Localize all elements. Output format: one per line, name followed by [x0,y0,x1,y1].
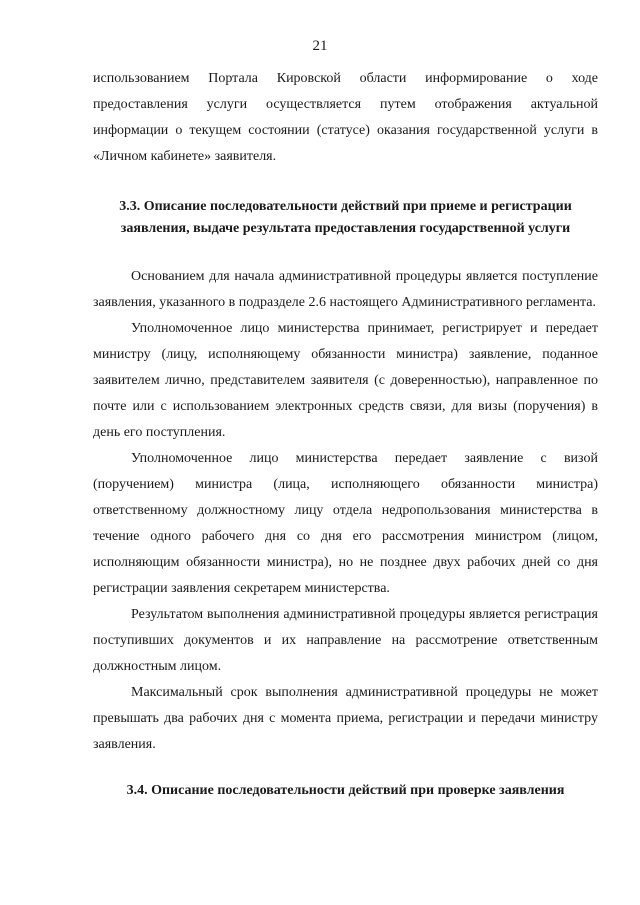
section-3-3-paragraph-4: Результатом выполнения административной процедуры является регистрация поступивших документов и их направление на рассмотрение ответственным должностным лицом. [93,607,598,674]
section-3-4-heading: 3.4. Описание последовательности действий при проверке заявления [126,783,565,798]
section-3-3-paragraph-5: Максимальный срок выполнения административной процедуры не может превышать два рабочих дня с момента приема, регистрации и передачи министру заявления. [93,685,598,752]
page-number: 21 [312,38,328,54]
paragraph-continuation: использованием Портала Кировской области информирование о ходе предоставления услуги осуществляется путем отображения актуальной информации о текущем состоянии (статусе) оказания государственной услуги в «Личном кабинете» заявителя. [93,71,598,164]
section-3-3-paragraph-3: Уполномоченное лицо министерства передает заявление с визой (поручением) министра (лица, исполняющего обязанности министра) ответственному должностному лицу отдела недропользования министерства в течение одного рабочего дня со дня его рассмотрения министром (лицом, исполняющим обязанности министра), но не позднее двух рабочих дней со дня регистрации заявления секретарем министерства. [93,451,598,596]
section-3-3-heading: 3.3. Описание последовательности действий при приеме и регистрации заявления, выдаче результата предоставления государственной услуги [119,199,572,236]
section-3-3-paragraph-1: Основанием для начала административной процедуры является поступление заявления, указанного в подразделе 2.6 настоящего Административного регламента. [93,269,598,310]
document-body [93,66,598,802]
section-3-3-paragraph-2: Уполномоченное лицо министерства принимает, регистрирует и передает министру (лицу, исполняющему обязанности министра) заявление, поданное заявителем лично, представителем заявителя (с доверенностью), направленное по почте или с использованием электронных средств связи, для визы (поручения) в день его поступления. [93,321,598,440]
